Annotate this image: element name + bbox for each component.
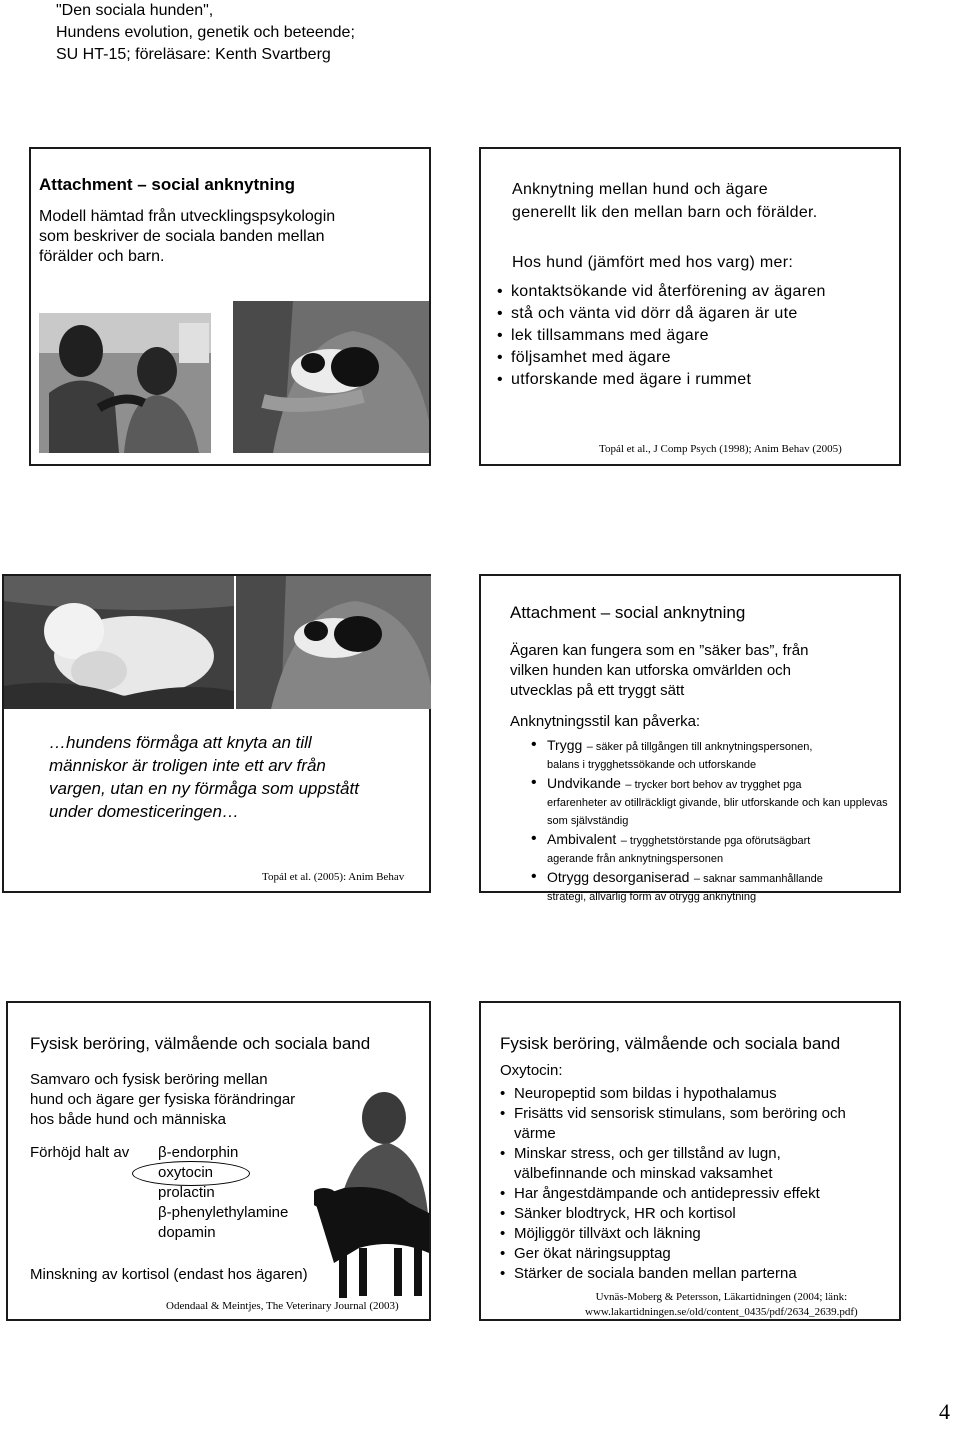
slide-3-quote-line: …hundens förmåga att knyta an till [49,733,312,752]
slide-5-hormone-list [158,1143,288,1243]
slide-5-footer-line: Minskning av kortisol (endast hos ägaren) [30,1266,308,1283]
slide-3 [2,574,431,893]
slide-3-quote [49,731,429,823]
slide-3-citation: Topál et al. (2005): Anim Behav [262,871,405,883]
slide-4-subhead: Anknytningsstil kan påverka: [510,713,701,730]
list-item: • Har ångestdämpande och antidepressiv effekt [500,1184,870,1204]
slide-5-body-line: hos både hund och människa [30,1111,226,1128]
slide-2-citation: Topál et al., J Comp Psych (1998); Anim Behav (2005) [599,443,842,455]
style-desc-rest: erfarenheter av otillräckligt givande, blir utforskande och kan upplevas som självständig [547,797,888,827]
list-item [531,868,891,905]
slide-1-title: Attachment – social anknytning [39,175,295,194]
header-line-3: SU HT-15; föreläsare: Kenth Svartberg [56,46,331,63]
man-with-dog-photo [314,1088,429,1303]
style-desc: – trygghetstörstande pga oförutsägbart agerande från anknytningspersonen [547,835,811,865]
slide-6-citation-line: www.lakartidningen.se/old/content_0435/pdf/2634_2639.pdf) [585,1306,858,1318]
list-item: • Frisätts vid sensorisk stimulans, som beröring och värme [500,1104,870,1144]
slide-6-subhead: Oxytocin: [500,1062,563,1079]
list-item: • Stärker de sociala banden mellan parterna [500,1264,870,1284]
slide-1-body-line: förälder och barn. [39,248,165,265]
document-header [56,0,355,66]
slide-4-style-list [531,736,891,905]
list-item: • Sänker blodtryck, HR och kortisol [500,1204,870,1224]
slide-4-body-line: vilken hunden kan utforska omvärlden och [510,662,792,679]
slide-2-intro-line: generellt lik den mellan barn och förälder. [512,204,818,221]
list-item: • stå och vänta vid dörr då ägaren är ute [497,304,897,324]
page-number: 4 [939,1399,950,1424]
hormone-item: dopamin [158,1224,216,1241]
list-item: • utforskande med ägare i rummet [497,370,897,390]
header-line-2: Hundens evolution, genetik och beteende; [56,24,355,41]
slide-4-body-line: utvecklas på ett tryggt sätt [510,682,685,699]
style-desc-first: trycker bort behov av trygghet pga [634,779,802,791]
style-desc-rest: agerande från anknytningspersonen [547,853,724,865]
slide-6 [479,1001,901,1321]
header-line-1: "Den sociala hunden", [56,2,214,19]
slide-2-intro [512,180,897,223]
slide-5-title: Fysisk beröring, välmående och sociala band [30,1034,371,1053]
list-item: • Möjliggör tillväxt och läkning [500,1224,870,1244]
style-desc-first: trygghetstörstande pga oförutsägbart [629,835,811,847]
list-item [531,736,891,773]
slide-1 [29,147,431,466]
oxytocin-highlight-circle [132,1161,250,1186]
style-desc-rest: balans i trygghetssökande och utforskande [547,759,757,771]
slide-6-citation-line: Uvnäs-Moberg & Petersson, Läkartidningen (2004; länk: [595,1291,848,1303]
hormone-item: oxytocin [158,1164,214,1181]
style-name: Trygg [547,737,583,753]
list-item: • Ger ökat näringsupptag [500,1244,870,1264]
wolves-photo [4,576,234,709]
slide-3-quote-line: under domesticeringen… [49,802,239,821]
list-item: • Minskar stress, och ger tillstånd av lugn, välbefinnande och minskad vaksamhet [500,1144,870,1184]
style-desc: – trycker bort behov av trygghet pga erfarenheter av otillräckligt givande, blir utforskande och kan upplevas som självständig [547,779,888,827]
slide-4-body-line: Ägaren kan fungera som en ”säker bas”, från [510,642,809,659]
slide-5 [6,1001,431,1321]
slide-6-citation [585,1290,858,1320]
hormone-item: prolactin [158,1184,215,1201]
style-name: Otrygg desorganiserad [547,869,690,885]
slide-1-body-line: som beskriver de sociala banden mellan [39,228,325,245]
slide-2-bullet-list [497,282,897,390]
woman-with-puppy-photo-2 [236,576,431,709]
list-item [531,774,891,829]
slide-5-body-line: hund och ägare ger fysiska förändringar [30,1091,296,1108]
slide-2-intro-line: Anknytning mellan hund och ägare [512,181,768,198]
slide-5-citation: Odendaal & Meintjes, The Veterinary Journal (2003) [166,1300,399,1312]
slide-6-bullet-list [500,1084,870,1284]
slide-5-label: Förhöjd halt av [30,1144,130,1161]
style-desc: – säker på tillgången till anknytningspersonen, balans i trygghetssökande och utforskande [547,741,813,771]
woman-with-puppy-photo [233,301,429,453]
slide-6-title: Fysisk beröring, välmående och sociala band [500,1034,841,1053]
list-item: • kontaktsökande vid återförening av ägaren [497,282,897,302]
slide-1-body [39,207,424,267]
slide-3-quote-line: vargen, utan en ny förmåga som uppstått [49,779,359,798]
slide-4-title: Attachment – social anknytning [510,603,746,622]
mother-child-photo [39,313,211,453]
list-item: • följsamhet med ägare [497,348,897,368]
style-desc-first: saknar sammanhållande [703,873,823,885]
hormone-item: β-endorphin [158,1144,239,1161]
list-item: • Neuropeptid som bildas i hypothalamus [500,1084,870,1104]
style-name: Ambivalent [547,831,617,847]
slide-2-subhead: Hos hund (jämfört med hos varg) mer: [512,254,794,271]
style-desc-rest: strategi, allvarlig form av otrygg anknytning [547,891,757,903]
slide-4 [479,574,901,903]
slide-2 [479,147,901,466]
slide-5-body-line: Samvaro och fysisk beröring mellan [30,1071,268,1088]
list-item: • lek tillsammans med ägare [497,326,897,346]
slide-3-quote-line: människor är troligen inte ett arv från [49,756,326,775]
slide-4-body [510,641,895,701]
style-desc-first: säker på tillgången till anknytningspersonen, [595,741,813,753]
style-desc: – saknar sammanhållande strategi, allvarlig form av otrygg anknytning [547,873,823,903]
hormone-item: β-phenylethylamine [158,1204,289,1221]
slide-1-body-line: Modell hämtad från utvecklingspsykologin [39,208,336,225]
list-item [531,830,891,867]
style-name: Undvikande [547,775,621,791]
